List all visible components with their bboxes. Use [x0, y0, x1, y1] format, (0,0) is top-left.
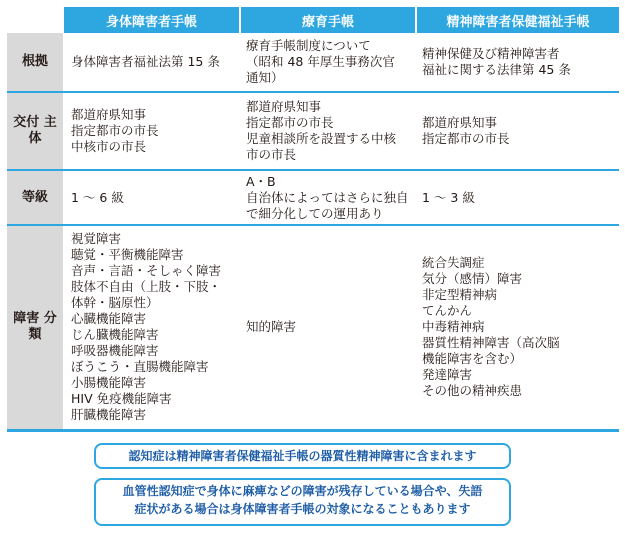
table-row-basis	[7, 33, 619, 92]
note-dementia: 認知症は精神障害者保健福祉手帳の器質性精神障害に含まれます	[94, 443, 511, 469]
cell-grade-mental: 1 ～ 3 級	[416, 170, 619, 225]
row-label-category: 障害 分類	[7, 225, 64, 430]
table-row-category	[7, 225, 619, 430]
note-vascular-dementia: 血管性認知症で身体に麻痺などの障害が残存している場合や、失語 症状がある場合は身体障害者手帳の対象になることもあります	[94, 478, 511, 526]
handbook-comparison-table	[7, 7, 619, 432]
cell-issuer-physical: 都道府県知事 指定都市の市長 中核市の市長	[64, 92, 240, 170]
table-row-issuer	[7, 92, 619, 170]
row-label-grade: 等級	[7, 170, 64, 225]
cell-issuer-rehabilitation: 都道府県知事 指定都市の市長 児童相談所を設置する中核 市の市長	[240, 92, 416, 170]
cell-basis-physical: 身体障害者福祉法第 15 条	[64, 33, 240, 92]
table-header-row	[7, 7, 619, 33]
cell-basis-mental: 精神保健及び精神障害者 福祉に関する法律第 45 条	[416, 33, 619, 92]
cell-category-physical: 視覚障害 聴覚・平衡機能障害 音声・言語・そしゃく障害 肢体不自由（上肢・下肢・ 体幹・脳原性） 心臓機能障害 じん臓機能障害 呼吸器機能障害 ぼうこう・直腸機能障害 小腸機能障害 HIV 免疫機能障害 肝臓機能障害	[64, 225, 240, 430]
cell-grade-physical: 1 ～ 6 級	[64, 170, 240, 225]
header-rehabilitation: 療育手帳	[240, 7, 416, 33]
row-label-basis: 根拠	[7, 33, 64, 92]
cell-basis-rehabilitation: 療育手帳制度について （昭和 48 年厚生事務次官 通知）	[240, 33, 416, 92]
row-label-issuer: 交付 主体	[7, 92, 64, 170]
header-mental-disability: 精神障害者保健福祉手帳	[416, 7, 619, 33]
cell-category-mental: 統合失調症 気分（感情）障害 非定型精神病 てんかん 中毒精神病 器質性精神障害（高次脳 機能障害を含む） 発達障害 その他の精神疾患	[416, 225, 619, 430]
cell-issuer-mental: 都道府県知事 指定都市の市長	[416, 92, 619, 170]
header-corner	[7, 7, 64, 33]
cell-category-rehabilitation: 知的障害	[240, 225, 416, 430]
table-row-grade	[7, 170, 619, 225]
header-physical-disability: 身体障害者手帳	[64, 7, 240, 33]
cell-grade-rehabilitation: A・B 自治体によってはさらに独自 で細分化しての運用あり	[240, 170, 416, 225]
